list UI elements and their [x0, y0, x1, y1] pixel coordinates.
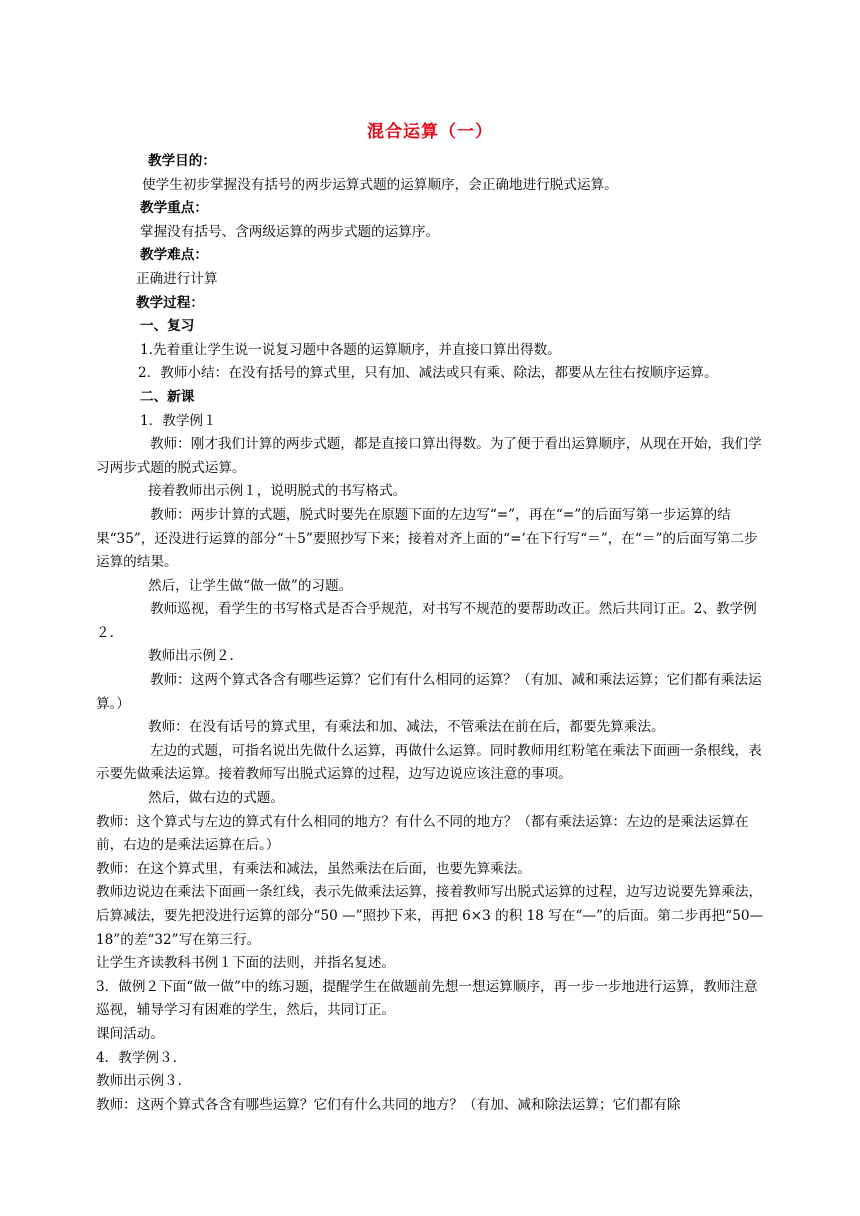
- section-heading: 教学目的：: [148, 153, 216, 169]
- paragraph-line: 掌握没有括号、含两级运算的两步式题的运算序。: [140, 223, 440, 240]
- document-body: [96, 150, 764, 1117]
- paragraph-line: 4．教学例３.: [96, 1049, 177, 1066]
- paragraph-line: 教师：这两个算式各含有哪些运算？它们有什么相同的运算？（有加、减和乘法运算；它们都有乘法运算。）: [96, 672, 762, 712]
- section-heading: 一、复习: [140, 318, 195, 335]
- document-title: 混合运算（一）: [367, 122, 493, 142]
- paragraph-line: 1.先着重让学生说一说复习题中各题的运算顺序，并直接口算出得数。: [140, 341, 561, 358]
- section-heading: 教学过程：: [136, 294, 204, 311]
- paragraph-line: 教师：这两个算式各含有哪些运算？它们有什么共同的地方？（有加、减和除法运算；它们都有除: [96, 1096, 681, 1113]
- paragraph-line: 左边的式题，可指名说出先做什么运算，再做什么运算。同时教师用红粉笔在乘法下面画一条根线，表示要先做乘法运算。接着教师写出脱式运算的过程，边写边说应该注意的事项。: [96, 742, 762, 783]
- paragraph-line: 课间活动。: [96, 1025, 164, 1042]
- paragraph-line: 教师出示例２.: [148, 648, 234, 665]
- paragraph-line: 教师：在没有话号的算式里，有乘法和加、减法，不管乘法在前在后，都要先算乘法。: [148, 719, 665, 736]
- paragraph-line: 让学生齐读教科书例１下面的法则，并指名复述。: [96, 955, 396, 972]
- paragraph-line: 然后，让学生做“做一做”的习题。: [148, 577, 353, 594]
- paragraph-line: 教师边说边在乘法下面画一条红线，表示先做乘法运算，接着教师写出脱式运算的过程，边写边说要先算乘法，后算减法，要先把没进行运算的部分“50 —”照抄下来，再把 6×3 的积 18 写在“—”的后面。第二步再把“50—18”的差“32”写在第三行。: [96, 884, 764, 948]
- paragraph-line: 教师：这个算式与左边的算式有什么相同的地方？有什么不同的地方？（都有乘法运算：左边的是乘法运算在前，右边的是乘法运算在后。）: [96, 813, 749, 854]
- paragraph-line: 教师：刚才我们计算的两步式题，都是直接口算出得数。为了便于看出运算顺序，从现在开始，我们学习两步式题的脱式运算。: [96, 436, 762, 476]
- paragraph-line: 教师：在这个算式里，有乘法和减法，虽然乘法在后面，也要先算乘法。: [96, 860, 531, 877]
- paragraph-line: 教师巡视，看学生的书写格式是否合乎规范，对书写不规范的要帮助改正。然后共同订正。2、教学例２.: [96, 601, 757, 641]
- paragraph-line: 正确进行计算: [136, 270, 218, 287]
- paragraph-line: 教师出示例３.: [96, 1073, 182, 1090]
- paragraph-line: 1．教学例１: [140, 412, 217, 429]
- paragraph-line: 接着教师出示例１，说明脱式的书写格式。: [148, 483, 407, 500]
- section-heading: 教学难点：: [140, 247, 208, 264]
- section-heading: 教学重点：: [140, 200, 208, 217]
- paragraph-line: 然后，做右边的式题。: [148, 790, 284, 807]
- paragraph-line: 3．做例２下面“做一做”中的练习题，提醒学生在做题前先想一想运算顺序，再一步一步地进行运算，教师注意巡视，辅导学习有困难的学生，然后，共同订正。: [96, 978, 758, 1019]
- paragraph-line: 使学生初步掌握没有括号的两步运算式题的运算顺序，会正确地进行脱式运算。: [142, 176, 618, 193]
- section-heading: 二、新课: [140, 388, 195, 405]
- paragraph-line: 教师：两步计算的式题，脱式时要先在原题下面的左边写“=”，再在“=”的后面写第一步运算的结果“35”，还没进行运算的部分“＋5”要照抄写下来；接着对齐上面的“=’在下行写“＝”，在“＝”的后面写第二步运算的结果。: [96, 506, 758, 571]
- paragraph-line: 2．教师小结：在没有括号的算式里，只有加、减法或只有乘、除法，都要从左往右按顺序运算。: [138, 365, 718, 382]
